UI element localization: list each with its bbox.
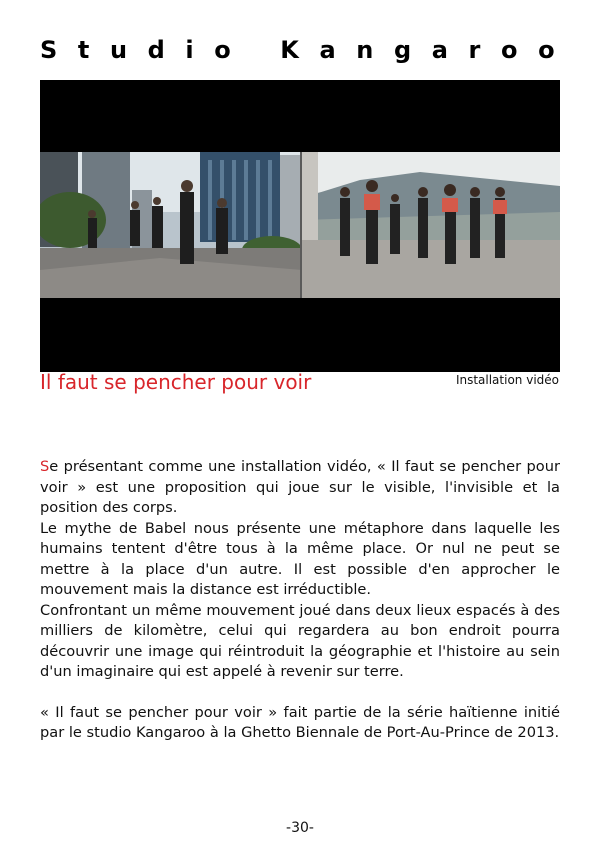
paragraph-babel: Le mythe de Babel nous présente une métaphore dans laquelle les humains tentent d'être tous à la même place. Or nul ne peut se mettre à la place d'un autre. Il est possible d'en approcher le mouvement mais la distance est irréductible. (40, 519, 560, 598)
page-number: -30- (286, 820, 314, 836)
paragraph-intro (40, 457, 560, 519)
left-scene (40, 152, 302, 298)
paragraph-intro-text: e présentant comme une installation vidéo, « Il faut se pencher pour voir » est une proposition qui joue sur le visible, l'invisible et la position des corps. (40, 458, 560, 516)
paragraph-series: « Il faut se pencher pour voir » fait partie de la série haïtienne initié par le studio Kangaroo à la Ghetto Biennale de Port-Au-Prince de 2013. (40, 703, 560, 741)
description-text (40, 457, 560, 744)
right-scene (302, 152, 560, 298)
drop-letter: S (40, 458, 50, 475)
video-still (40, 80, 560, 372)
video-still-image (40, 80, 560, 372)
studio-title: Studio Kangaroo (40, 36, 576, 64)
media-type-label: Installation vidéo (455, 373, 559, 387)
paragraph-movement: Confrontant un même mouvement joué dans deux lieux espacés à des milliers de kilomètre, celui qui regardera au bon endroit pourra découvrir une image qui réintroduit la géographie et l'histoire au sein d'un imaginaire qui est appelé à revenir sur terre. (40, 601, 560, 680)
work-title: Il faut se pencher pour voir (40, 370, 312, 394)
